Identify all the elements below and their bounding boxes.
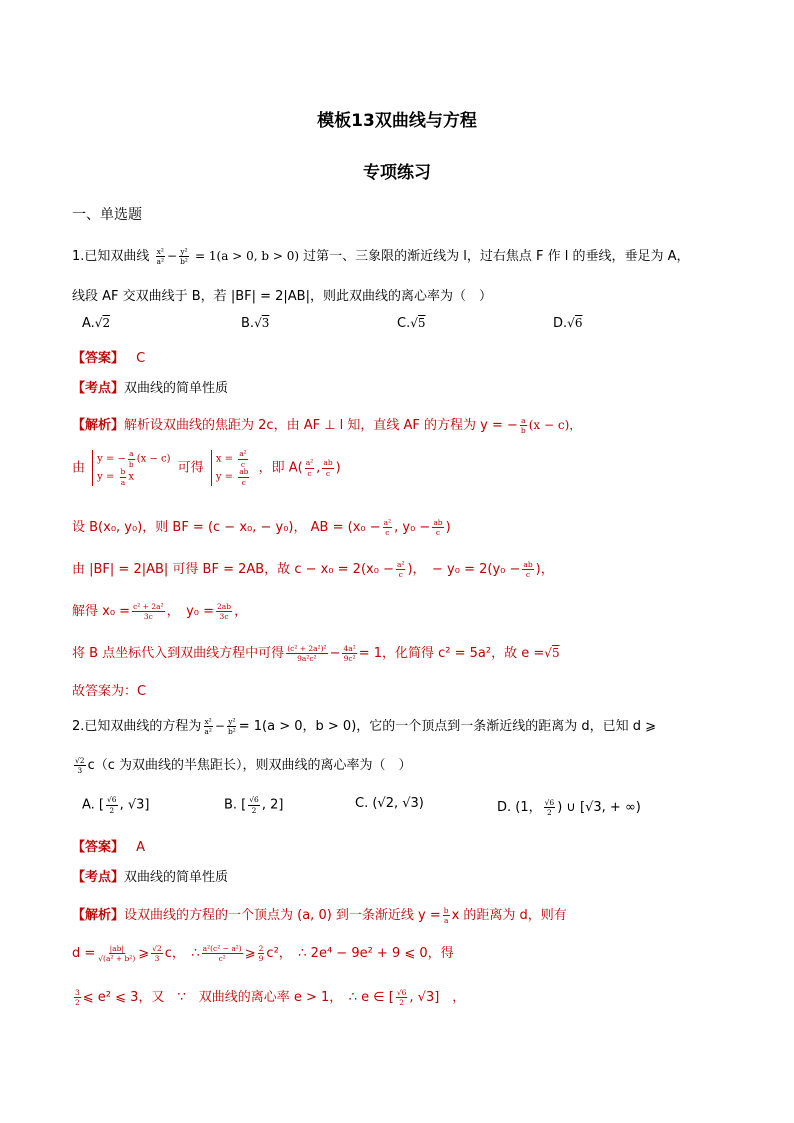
q2-option-c[interactable]: C. (√2, √3) <box>355 796 424 811</box>
q1-answer: C <box>136 351 146 366</box>
q1-option-a[interactable]: A.√2 <box>82 316 111 331</box>
q1-analysis-line1: 【解析】解析设双曲线的焦距为 2c，由 AF ⊥ l 知，直线 AF 的方程为 y = − $\frac{a}{b}$ (x − c)， <box>72 415 582 435</box>
answer-label: 【答案】 <box>72 351 125 366</box>
q2-knowledge-point: 双曲线的简单性质 <box>124 870 229 885</box>
q2-stem-line1: 2.已知双曲线的方程为 $\frac{\text{x²}}{\text{a²}}$ − $\frac{\text{y²}}{\text{b²}}$ = 1(a > 0，b > 0)，它的一个顶点到一条渐近线的距离为 d，已知 d ⩾ <box>72 716 657 736</box>
q1-stem-line2: 线段 AF 交双曲线于 B，若 |BF| = 2|AB|，则此双曲线的离心率为（ ） <box>72 289 492 304</box>
q2-option-b[interactable]: B. [ $\frac{√6}{2}$ , 2] <box>224 795 284 815</box>
q1-stem-a: 1.已知双曲线 <box>72 249 150 264</box>
q2-analysis-line2: d = $\frac{|ab|}{\text{√(a² + b²)}}$ ⩾ $\frac{√2}{3}$ c， ∴ $\frac{\text{a²(c² − a²)}}{\text{c²}}$ ⩾ $\frac{2}{9}$ c²， ∴ 2e⁴ − 9e² + 9 ⩽ 0，得 <box>72 943 454 963</box>
q2-analysis-line1: 【解析】设双曲线的方程的一个顶点为 (a, 0) 到一条渐近线 y = $\frac{b}{a}$ x 的距离为 d，则有 <box>72 905 567 925</box>
q1-knowledge-row <box>72 377 228 396</box>
q1-analysis-line6: 将 B 点坐标代入到双曲线方程中可得 $\frac{\text{(c² + 2a²)²}}{\text{9a²c²}}$ − $\frac{\text{4a²}}{\text{9c²}}$ = 1，化简得 c² = 5a²，故 e =√5 <box>72 643 560 663</box>
q2-answer-row: 【答案】 A <box>72 840 146 855</box>
page-subtitle: 专项练习 <box>363 163 431 183</box>
section-heading: 一、单选题 <box>72 207 142 223</box>
q1-analysis-line5: 解得 x₀ = $\frac{\text{c² + 2a²}}{3c}$ ， y₀ = $\frac{2ab}{3c}$ ， <box>72 601 248 621</box>
page-title: 模板13双曲线与方程 <box>317 111 477 131</box>
q1-stem-b: 过第一、三象限的渐近线为 l，过右焦点 F 作 l 的垂线，垂足为 A， <box>303 249 690 264</box>
q1-option-b[interactable]: B.√3 <box>241 316 270 331</box>
q1-stem-line1: 1.已知双曲线 $\frac{\text{x²}}{\text{a²}}$ − $\frac{\text{y²}}{\text{b²}}$ = 1(a > 0, b > 0) 过第一、三象限的渐近线为 l，过右焦点 F 作 l 的垂线，垂足为 A， <box>72 246 690 266</box>
q1-answer-row <box>72 347 145 366</box>
q1-analysis-line2: 由 y = − $\frac{a}{b}$ (x − c) y = $\frac{b}{a}$ x 可得 x = $\frac{\text{a²}}{c}$ y = $\frac{ab}{c}$ ，即 A( $\frac{\text{a²}}{c}$ , $\frac{ab}{c}$ ) <box>72 449 341 487</box>
q1-option-d[interactable]: D.√6 <box>553 316 583 331</box>
q2-analysis-line3: $\frac{3}{2}$ ⩽ e² ⩽ 3，又 ∵ 双曲线的离心率 e > 1， ∴ e ∈ [ $\frac{√6}{2}$ , √3] ， <box>75 987 466 1007</box>
q2-answer: A <box>136 840 146 855</box>
q2-knowledge-row: 【考点】双曲线的简单性质 <box>72 870 229 885</box>
q1-conclusion: 故答案为：C <box>72 684 147 699</box>
q1-knowledge-point: 双曲线的简单性质 <box>124 381 229 396</box>
q2-option-a[interactable]: A. [ $\frac{√6}{2}$ , √3] <box>82 795 150 815</box>
q2-stem-line2: $\frac{√2}{3}$ c（c 为双曲线的半焦距长），则双曲线的离心率为（ ） <box>75 755 412 775</box>
q1-analysis-line4: 由 |BF| = 2|AB| 可得 BF = 2AB，故 c − x₀ = 2(x₀ − $\frac{\text{a²}}{c}$ )， − y₀ = 2(y₀ − $\frac{ab}{c}$ )， <box>72 559 554 579</box>
q2-option-d[interactable]: D. (1， $\frac{√6}{2}$ ) ∪ [√3, + ∞) <box>497 797 641 817</box>
q1-option-c[interactable]: C.√5 <box>397 316 426 331</box>
knowledge-label: 【考点】 <box>72 381 125 396</box>
q1-analysis-line3: 设 B(x₀, y₀)，则 BF = (c − x₀, − y₀)， AB = (x₀ − $\frac{\text{a²}}{c}$ , y₀ − $\frac{ab}{c}$ ) <box>72 517 451 537</box>
q1-eq: = 1(a > 0, b > 0) <box>195 249 300 263</box>
